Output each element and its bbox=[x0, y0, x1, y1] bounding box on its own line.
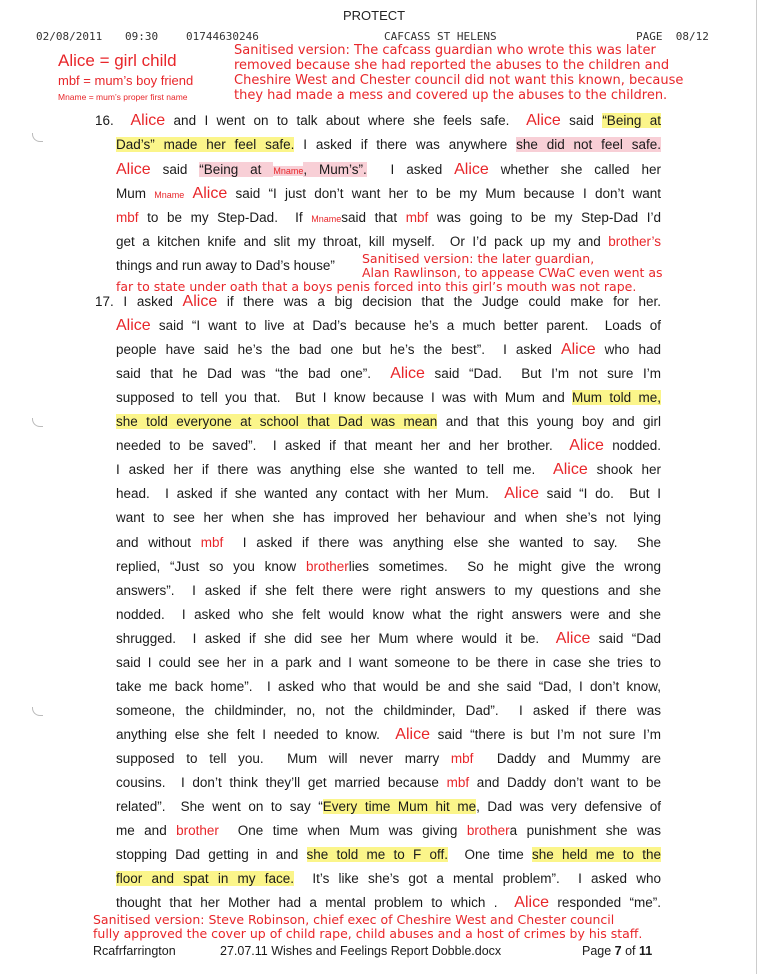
report-line bbox=[116, 822, 661, 840]
page-total: 11 bbox=[639, 944, 653, 958]
legend-alice: Alice = girl child bbox=[58, 51, 177, 70]
report-line bbox=[116, 365, 661, 383]
redacted-name-alice: Alice bbox=[553, 461, 588, 478]
redacted-name-alice: Alice bbox=[504, 485, 539, 502]
report-line bbox=[116, 485, 661, 503]
annotation-middle-2: Alan Rawlinson, to appease CWaC even went as bbox=[362, 265, 663, 280]
text-segment: and Daddy don’t want to be bbox=[469, 775, 661, 790]
text-segment: me and bbox=[116, 823, 177, 838]
report-line bbox=[116, 678, 661, 696]
redaction-label: Mname bbox=[154, 190, 185, 200]
text-segment: said “I just don’t want her to be my Mum because I don’t want bbox=[227, 186, 661, 201]
text-segment: who had bbox=[595, 342, 661, 357]
redacted-name-alice: Alice bbox=[555, 630, 591, 647]
report-line bbox=[116, 461, 661, 479]
annotation-top bbox=[234, 43, 683, 103]
redaction-label: brother’s bbox=[608, 234, 661, 249]
annotation-line: Cheshire West and Chester council did not want this known, because bbox=[234, 73, 684, 88]
text-segment: lies sometimes. So he might give the wrong bbox=[348, 559, 662, 574]
redacted-name-alice: Alice bbox=[569, 437, 604, 454]
text-segment: a punishment she was bbox=[509, 823, 661, 838]
annotation-bottom bbox=[93, 913, 642, 941]
report-line bbox=[116, 630, 661, 648]
report-line bbox=[116, 341, 661, 359]
report-line bbox=[116, 136, 661, 154]
text-segment: needed to be saved”. I asked if that meant her and her brother. bbox=[116, 438, 570, 453]
redaction-label: mbf bbox=[450, 751, 474, 766]
highlighted-text: she told me to F off. bbox=[306, 847, 449, 862]
redacted-name-alice: Alice bbox=[526, 112, 561, 129]
legend-mbf: mbf = mum’s boy friend bbox=[58, 73, 194, 88]
text-segment: people have said he’s the bad one but he’s the best”. I asked bbox=[116, 342, 561, 357]
fax-page: PAGE 08/12 bbox=[636, 30, 709, 43]
text-segment: said “there is but I’m not sure I’m bbox=[429, 727, 661, 742]
text-segment bbox=[184, 186, 192, 201]
highlighted-text: Every time Mum hit me bbox=[322, 799, 477, 814]
text-segment: cousins. I don’t think they’ll get married because bbox=[116, 775, 447, 790]
report-line bbox=[116, 582, 661, 600]
report-line bbox=[116, 389, 661, 407]
redaction-label: brother bbox=[466, 823, 510, 838]
text-segment: Daddy and Mummy are bbox=[473, 751, 661, 766]
annotation-line: Sanitised version: Steve Robinson, chief exec of Cheshire West and Chester council bbox=[93, 912, 615, 927]
text-segment: said that he Dad was “the bad one”. bbox=[116, 366, 391, 381]
legend-mname: Mname = mum’s proper first name bbox=[58, 92, 188, 102]
report-line bbox=[116, 558, 661, 576]
redacted-name-alice: Alice bbox=[390, 365, 425, 382]
text-segment: supposed to tell you that. But I know because I was with Mum and bbox=[116, 390, 573, 405]
report-line bbox=[116, 437, 661, 455]
redacted-name-alice: Alice bbox=[514, 894, 549, 911]
text-segment: One time when Mum was giving bbox=[218, 823, 467, 838]
report-line bbox=[116, 894, 661, 912]
report-line bbox=[116, 702, 661, 720]
redacted-name-alice: Alice bbox=[560, 341, 596, 358]
redacted-name-alice: Alice bbox=[116, 317, 151, 334]
text-segment: said “I want to live at Dad’s because he’s a much better parent. Loads of bbox=[150, 318, 661, 333]
fax-phone: 01744630246 bbox=[186, 30, 259, 43]
text-segment: anything else she felt I needed to know. bbox=[116, 727, 396, 742]
text-segment: Mum bbox=[116, 186, 155, 201]
annotation-line: they had made a mess and covered up the abuses to the children. bbox=[234, 88, 668, 103]
text-segment: head. I asked if she wanted any contact with her Mum. bbox=[116, 486, 505, 501]
report-line bbox=[116, 606, 661, 624]
text-segment: One time bbox=[448, 847, 532, 862]
fax-time: 09:30 bbox=[125, 30, 159, 43]
text-segment: nodded. bbox=[603, 438, 661, 453]
redacted-name-alice: Alice bbox=[192, 185, 228, 202]
page-of: of bbox=[621, 944, 639, 958]
redaction-label: Mname bbox=[311, 214, 342, 224]
redaction-label: brother bbox=[305, 559, 349, 574]
page-label: Page bbox=[582, 944, 615, 958]
text-segment: nodded. I asked who she felt would know what the right answers were and she bbox=[116, 607, 661, 622]
report-line bbox=[95, 293, 661, 311]
text-segment: someone, the childminder, no, not the childminder, Dad”. I asked if there was bbox=[116, 703, 661, 718]
text-segment: and I went on to talk about where she feels safe. bbox=[165, 113, 527, 128]
report-line bbox=[116, 798, 661, 816]
highlighted-text: she did not feel safe. bbox=[516, 137, 662, 152]
text-segment: thought that her Mother had a mental problem to which . bbox=[116, 895, 515, 910]
fax-sender: CAFCASS ST HELENS bbox=[384, 30, 497, 43]
redacted-name-alice: Alice bbox=[116, 161, 151, 178]
text-segment: replied, “Just so you know bbox=[116, 559, 306, 574]
report-line bbox=[116, 233, 661, 251]
text-segment: shrugged. I asked if she did see her Mum where would it be. bbox=[116, 631, 556, 646]
highlighted-text: floor and spat in my face. bbox=[116, 871, 294, 886]
text-segment: responded “me”. bbox=[548, 895, 661, 910]
redacted-name-alice: Alice bbox=[454, 161, 489, 178]
report-line bbox=[116, 509, 661, 527]
text-segment: supposed to tell you. Mum will never marry bbox=[116, 751, 451, 766]
text-segment: take me back home”. I asked who that would be and she said “Dad, I don’t know, bbox=[116, 679, 661, 694]
text-segment: get a kitchen knife and slit my throat, kill myself. Or I’d pack up my and bbox=[116, 234, 609, 249]
report-line bbox=[116, 185, 661, 204]
report-line bbox=[116, 750, 661, 768]
footer-filename: 27.07.11 Wishes and Feelings Report Dobble.docx bbox=[220, 944, 502, 958]
annotation-line: removed because she had reported the abuses to the children and bbox=[234, 58, 670, 73]
redaction-label: mbf bbox=[405, 210, 429, 225]
text-segment: 17. I asked bbox=[95, 294, 183, 309]
text-segment: said bbox=[560, 113, 603, 128]
highlighted-text: , Mum’s”. bbox=[303, 162, 367, 177]
redaction-label: Mname bbox=[273, 166, 304, 176]
redacted-name-alice: Alice bbox=[395, 726, 430, 743]
highlighted-text: Mum told me, bbox=[572, 390, 661, 405]
page-current: 7 bbox=[614, 944, 622, 958]
report-line bbox=[116, 846, 661, 864]
text-segment: said “Dad. But I’m not sure I’m bbox=[424, 366, 661, 381]
highlighted-text: Dad’s” made her feel safe. bbox=[116, 137, 295, 152]
redacted-name-alice: Alice bbox=[130, 112, 166, 129]
text-segment: if there was a big decision that the Judge could make for her. bbox=[217, 294, 662, 309]
text-segment: answers”. I asked if she felt there were right answers to my questions and she bbox=[116, 583, 661, 598]
redaction-label: mbf bbox=[446, 775, 470, 790]
fax-date: 02/08/2011 bbox=[36, 30, 103, 43]
highlighted-text: she held me to the bbox=[532, 847, 662, 862]
report-line bbox=[116, 774, 661, 792]
text-segment: 16. bbox=[95, 113, 131, 128]
text-segment: , Dad was very defensive of bbox=[476, 799, 661, 814]
highlighted-text: she told everyone at school that Dad was mean bbox=[116, 414, 438, 429]
redaction-label: mbf bbox=[116, 210, 139, 225]
text-segment: said that bbox=[341, 210, 406, 225]
footer-page-number bbox=[582, 944, 652, 958]
redaction-label: mbf bbox=[200, 535, 224, 550]
text-segment: and without bbox=[116, 535, 201, 550]
annotation-middle-1: Sanitised version: the later guardian, bbox=[362, 251, 595, 266]
report-line bbox=[116, 317, 661, 335]
report-line bbox=[116, 161, 661, 180]
text-segment: said “I do. But I bbox=[538, 486, 661, 501]
annotation-line: Sanitised version: The cafcass guardian who wrote this was later bbox=[234, 43, 656, 58]
redacted-name-alice: Alice bbox=[182, 293, 218, 310]
text-segment: and that this young boy and girl bbox=[437, 414, 661, 429]
report-line bbox=[116, 209, 661, 228]
text-segment: I asked bbox=[366, 162, 455, 177]
text-segment: It’s like she’s got a mental problem”. I asked who bbox=[293, 871, 661, 886]
annotation-middle-3: far to state under oath that a boys penis forced into this girl’s mouth was not rape. bbox=[116, 279, 637, 294]
text-segment: was going to be my Step-Dad I’d bbox=[428, 210, 662, 225]
highlighted-text: “Being at bbox=[602, 113, 661, 128]
text-segment: whether she called her bbox=[488, 162, 661, 177]
text-segment: said bbox=[150, 162, 200, 177]
text-segment: to be my Step-Dad. If bbox=[138, 210, 312, 225]
annotation-line: fully approved the cover up of child rape, child abuses and a host of crimes by his staff. bbox=[93, 926, 643, 941]
text-segment: I asked if there was anywhere bbox=[294, 137, 517, 152]
text-segment: shook her bbox=[587, 462, 661, 477]
protect-mark: PROTECT bbox=[343, 8, 406, 23]
report-line bbox=[116, 413, 661, 431]
highlighted-text: “Being at bbox=[199, 162, 274, 177]
report-line bbox=[116, 870, 661, 888]
text-segment: want to see her when she has improved her behaviour and when she’s not lying bbox=[116, 510, 661, 525]
text-segment: said “Dad bbox=[590, 631, 662, 646]
report-line bbox=[116, 534, 661, 552]
text-segment: said I could see her in a park and I want someone to be there in case she tries to bbox=[116, 655, 661, 670]
report-line bbox=[116, 654, 661, 672]
redaction-label: brother bbox=[176, 823, 219, 838]
report-line bbox=[95, 112, 661, 130]
text-segment: things and run away to Dad’s house” bbox=[116, 258, 335, 273]
footer-author: Rcafrfarrington bbox=[93, 944, 176, 958]
text-segment: related”. She went on to say “ bbox=[116, 799, 323, 814]
text-segment: I asked if there was anything else she wanted to say. She bbox=[223, 535, 661, 550]
text-segment: I asked her if there was anything else she wanted to tell me. bbox=[116, 462, 554, 477]
report-line bbox=[116, 726, 661, 744]
text-segment: stopping Dad getting in and bbox=[116, 847, 307, 862]
